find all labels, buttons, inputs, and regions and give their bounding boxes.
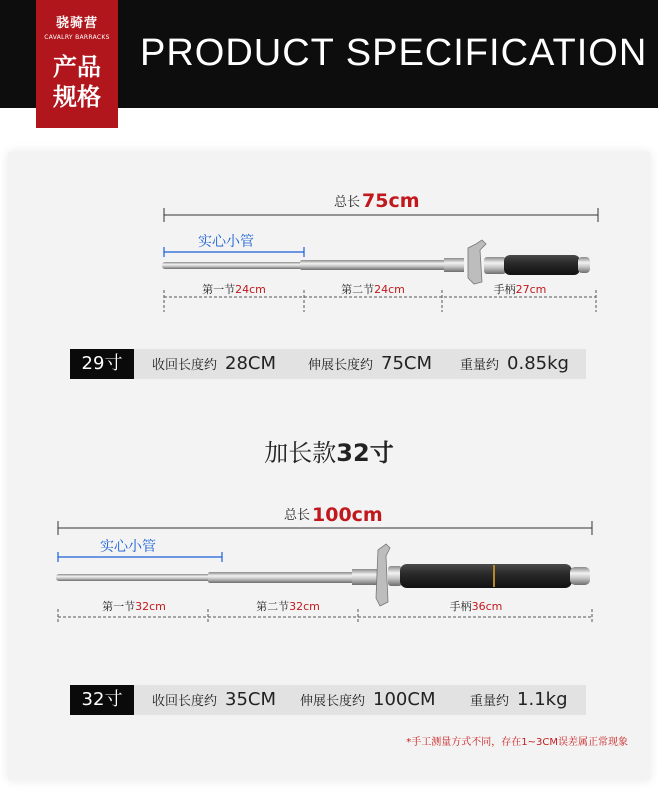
segment-1-label: 第一节24cm xyxy=(202,283,266,296)
handle-label: 手柄27cm xyxy=(493,283,547,296)
spec-weight: 重量约 0.85kg xyxy=(460,353,569,374)
grip xyxy=(504,255,580,275)
solid-tube-label: 实心小管 xyxy=(100,539,156,555)
segment-2-label: 第二节24cm xyxy=(341,283,405,296)
spec-weight: 重量约 1.1kg xyxy=(470,689,568,710)
segment-1-label: 第一节32cm xyxy=(102,600,166,613)
segment-2-tube xyxy=(300,260,446,270)
baton-32-diagram xyxy=(56,504,592,624)
segment-1-tube xyxy=(162,262,306,269)
total-label: 总长 xyxy=(333,195,360,210)
grip xyxy=(400,564,572,588)
section-title-line1: 产品 xyxy=(53,53,101,81)
total-value: 75cm xyxy=(362,190,420,212)
segment-2-label: 第二节32cm xyxy=(256,600,320,613)
handle-label: 手柄36cm xyxy=(449,600,503,613)
spec-retracted: 收回长度约 28CM xyxy=(152,353,277,374)
guard-handle xyxy=(468,240,486,284)
variant-subtitle: 加长款32寸 xyxy=(264,439,394,467)
segment-2-tube xyxy=(208,572,354,583)
spec-band-32 xyxy=(70,685,586,715)
spec-extended: 伸展长度约 75CM xyxy=(308,353,433,374)
solid-tube-label: 实心小管 xyxy=(198,234,254,250)
measurement-note: *手工测量方式不同，存在1~3CM误差属正常现象 xyxy=(406,737,628,748)
segment-1-tube xyxy=(56,574,212,581)
brand-name: 骁骑营 xyxy=(55,16,98,31)
total-label: 总长 xyxy=(283,508,310,523)
size-tag: 29寸 xyxy=(70,349,134,379)
section-title-line2: 规格 xyxy=(53,83,101,111)
guard-handle xyxy=(376,544,390,606)
spec-band-29 xyxy=(70,349,586,379)
page-title: PRODUCT SPECIFICATION xyxy=(140,32,648,74)
spec-extended: 伸展长度约 100CM xyxy=(300,689,436,710)
total-value: 100cm xyxy=(312,504,383,526)
baton-29-diagram xyxy=(162,190,598,312)
brand-name-en: CAVALRY BARRACKS xyxy=(44,34,110,41)
size-tag: 32寸 xyxy=(70,685,134,715)
spec-retracted: 收回长度约 35CM xyxy=(152,689,277,710)
